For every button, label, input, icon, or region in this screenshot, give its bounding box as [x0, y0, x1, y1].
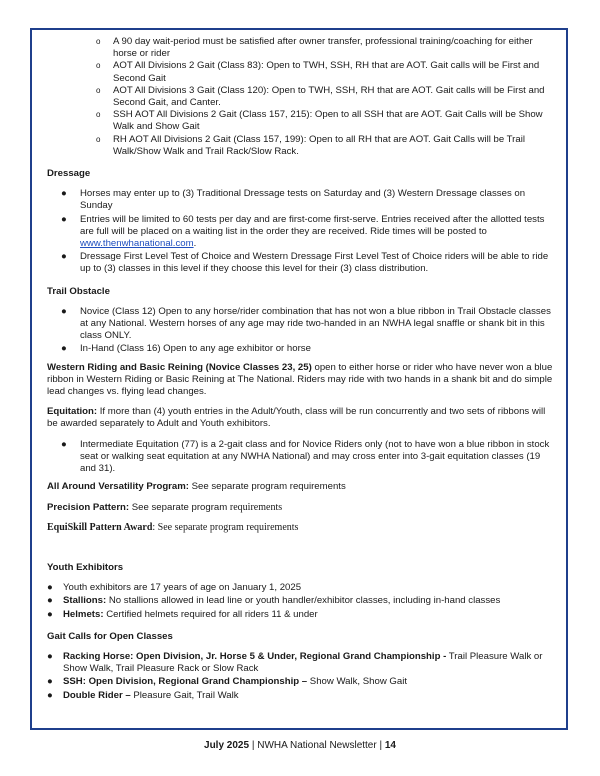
sub-bullet-icon: o	[96, 110, 101, 120]
website-link[interactable]: www.thenwhanational.com	[80, 238, 194, 250]
list-item: ● Racking Horse: Open Division, Jr. Horse 5 & Under, Regional Grand Championship - Trail Pleasure Walk or Show Walk, Trail Pleasure Rack or Slow Rack	[47, 650, 543, 675]
dressage-list	[47, 188, 557, 275]
footer-newsletter-name: NWHA National Newsletter	[257, 740, 377, 751]
page-content	[47, 36, 557, 708]
list-item: ● In-Hand (Class 16) Open to any age exhibitor or horse	[61, 343, 311, 355]
gait-calls-heading: Gait Calls for Open Classes	[47, 630, 173, 642]
list-item: ● Novice (Class 12) Open to any horse/rider combination that has not won a blue ribbon in Trail Obstacle classes at any National. Western horses of any age may ride two-handed in an NWHA legal snaffle or shank bit in this class ONLY.	[61, 305, 551, 342]
precision-pattern-paragraph: Precision Pattern: See separate program requirements	[47, 501, 283, 513]
bullet-icon: ●	[47, 676, 53, 688]
sub-bullet-icon: o	[96, 61, 101, 71]
bullet-icon: ●	[61, 343, 67, 355]
list-item: o A 90 day wait-period must be satisfied after owner transfer, professional training/coaching for either horse or rider	[96, 36, 533, 60]
sub-bullet-icon: o	[96, 37, 101, 46]
list-item: ● Entries will be limited to 60 tests per day and are first-come first-serve. Entries received after the allotted tests are full will be placed on a waiting list in the order they are received. Ride times will be posted to www.thenwhanational.com.	[61, 213, 545, 250]
bullet-icon: ●	[61, 305, 67, 317]
youth-list	[47, 582, 557, 621]
list-item: ● Dressage First Level Test of Choice and Western Dressage First Level Test of Choice riders will be able to ride up to (3) classes in this level if they choose this level for their (3) class distribution.	[61, 251, 549, 275]
bullet-icon: ●	[61, 438, 67, 450]
bullet-icon: ●	[61, 251, 67, 263]
bullet-icon: ●	[47, 650, 53, 662]
sub-bullet-icon: o	[96, 134, 101, 144]
all-around-paragraph: All Around Versatility Program: See separate program requirements	[47, 481, 346, 493]
list-item: ● Stallions: No stallions allowed in lead line or youth handler/exhibitor classes, including in-hand classes	[47, 595, 501, 607]
bullet-icon: ●	[47, 689, 53, 701]
aot-sub-list	[47, 36, 557, 158]
sub-bullet-icon: o	[96, 85, 101, 95]
dressage-heading: Dressage	[47, 168, 91, 180]
equiskill-paragraph: EquiSkill Pattern Award: See separate program requirements	[47, 521, 299, 533]
bullet-icon: ●	[47, 582, 53, 594]
youth-heading: Youth Exhibitors	[47, 561, 124, 573]
equitation-paragraph: Equitation: If more than (4) youth entries in the Adult/Youth, class will be run concurrently and two sets of ribbons will be awarded separately to Adult and Youth exhibitors.	[47, 406, 546, 430]
western-riding-paragraph: Western Riding and Basic Reining (Novice Classes 23, 25) open to either horse or rider who have never won a blue ribbon in Western Riding or Basic Reining at The National. Riders may ride with two hands in a shank bit and do simple lead changes vs. flying lead changes.	[47, 361, 553, 398]
bullet-icon: ●	[61, 213, 67, 225]
equitation-list	[47, 439, 557, 476]
list-item: ● Horses may enter up to (3) Traditional Dressage tests on Saturday and (3) Western Dressage classes on Sunday	[61, 188, 526, 212]
list-item: o RH AOT All Divisions 2 Gait (Class 157, 199): Open to all RH that are AOT. Gait Calls will be Trail Walk/Show Walk and Trail Rack/Slow Rack.	[96, 133, 525, 157]
footer-date: July 2025	[204, 740, 250, 751]
list-item: ● Youth exhibitors are 17 years of age on January 1, 2025	[47, 582, 302, 594]
trail-heading: Trail Obstacle	[47, 285, 110, 297]
trail-list	[47, 306, 557, 356]
list-item: o AOT All Divisions 2 Gait (Class 83): Open to TWH, SSH, RH that are AOT. Gait calls will be First and Second Gait	[96, 60, 540, 84]
bullet-icon: ●	[61, 188, 67, 200]
bullet-icon: ●	[47, 608, 53, 620]
list-item: ● Double Rider – Pleasure Gait, Trail Walk	[47, 689, 239, 701]
list-item: o AOT All Divisions 3 Gait (Class 120): Open to TWH, SSH, RH that are AOT. Gait calls will be First and Second Gait, and Canter.	[96, 84, 545, 109]
bullet-icon: ●	[47, 595, 53, 607]
page-number: 14	[384, 740, 396, 751]
list-item: ● SSH: Open Division, Regional Grand Championship – Show Walk, Show Gait	[47, 676, 408, 688]
list-item: o SSH AOT All Divisions 2 Gait (Class 157, 215): Open to all SSH that are AOT. Gait Calls will be Show Walk and Show Gait	[96, 109, 543, 133]
gait-calls-list	[47, 651, 557, 702]
page-footer: July 2025 | NWHA National Newsletter | 14	[204, 740, 396, 751]
list-item: ● Intermediate Equitation (77) is a 2-gait class and for Novice Riders only (not to have won a blue ribbon in stock seat or walking seat equitation at any NWHA National) and may cross enter into 3-gait equitation classes (19 and 31).	[61, 438, 550, 475]
list-item: ● Helmets: Certified helmets required for all riders 11 & under	[47, 608, 318, 620]
